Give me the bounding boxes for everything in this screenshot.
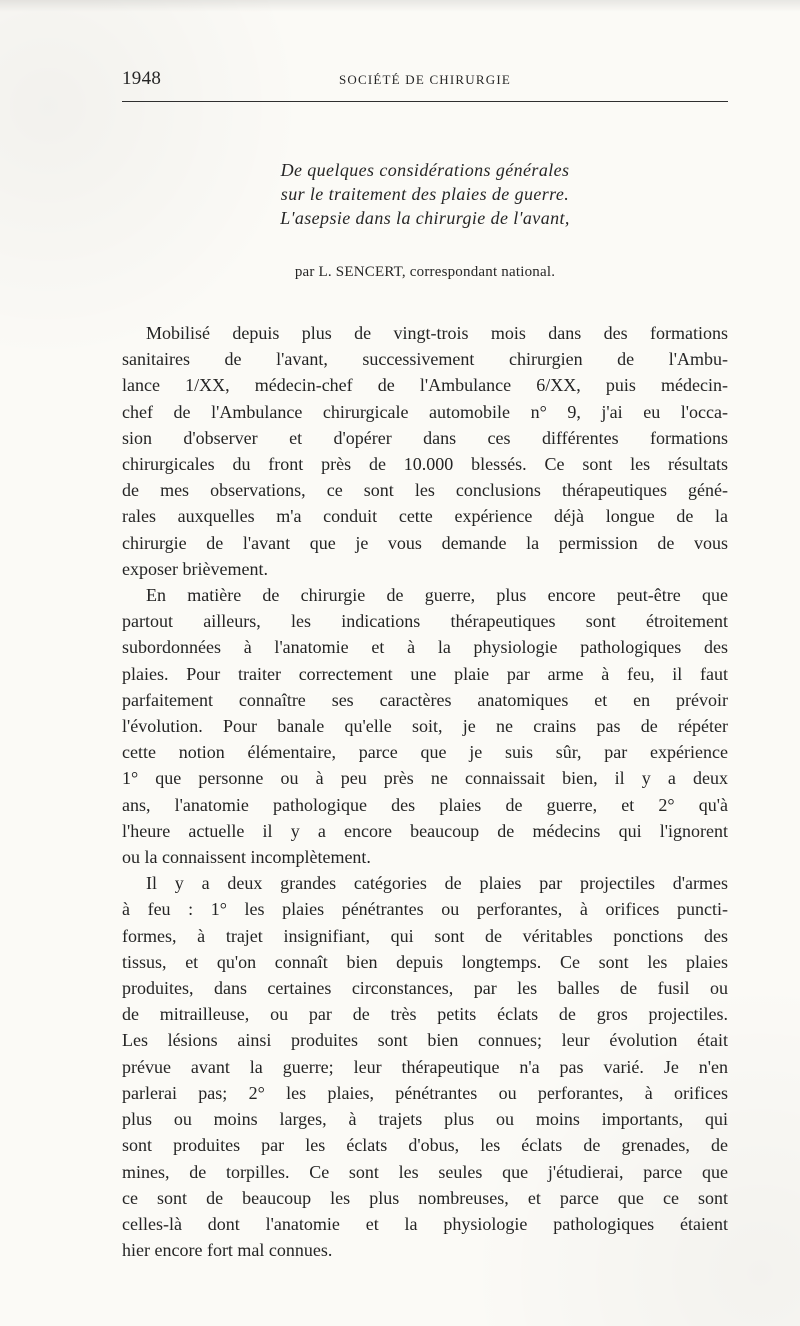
paragraph-1	[122, 320, 728, 582]
text-line: tissus, et qu'on connaît bien depuis longtemps. Ce sont les plaies	[122, 951, 728, 972]
text-line: formes, à trajet insignifiant, qui sont de véritables ponctions des	[122, 925, 728, 946]
text-line: En matière de chirurgie de guerre, plus encore peut-être que	[146, 585, 728, 606]
text-line: mines, de torpilles. Ce sont les seules que j'étudierai, parce que	[122, 1161, 728, 1182]
page-header	[122, 68, 728, 90]
text-line: celles-là dont l'anatomie et la physiologie pathologiques étaient	[122, 1213, 728, 1234]
text-line: sont produites par les éclats d'obus, les éclats de grenades, de	[122, 1135, 728, 1156]
text-line: de mes observations, ce sont les conclusions thérapeutiques géné-	[122, 480, 728, 501]
text-line: exposer brièvement.	[122, 558, 268, 579]
title-line: L'asepsie dans la chirurgie de l'avant,	[280, 208, 570, 228]
paragraph-2	[122, 582, 728, 870]
article-body	[122, 320, 728, 1263]
text-line: Mobilisé depuis plus de vingt-trois mois dans des formations	[146, 323, 728, 343]
text-line: produites, dans certaines circonstances, par les balles de fusil ou	[122, 978, 728, 999]
text-line: ans, l'anatomie pathologique des plaies de guerre, et 2° qu'à	[122, 794, 728, 815]
text-line: Il y a deux grandes catégories de plaies par projectiles d'armes	[146, 873, 728, 894]
text-line: ou la connaissent incomplètement.	[122, 847, 371, 868]
text-line: plaies. Pour traiter correctement une plaie par arme à feu, il faut	[122, 663, 728, 684]
article-title	[122, 158, 728, 230]
text-line: Les lésions ainsi produites sont bien connues; leur évolution était	[122, 1030, 728, 1051]
text-line: parfaitement connaître ses caractères anatomiques et en prévoir	[122, 689, 728, 710]
text-line: hier encore fort mal connues.	[122, 1240, 333, 1261]
text-line: 1° que personne ou à peu près ne connaissait bien, il y a deux	[122, 768, 728, 789]
text-line: chirurgie de l'avant que je vous demande la permission de vous	[122, 532, 728, 553]
text-line: ce sont de beaucoup les plus nombreuses, et parce que ce sont	[122, 1187, 728, 1208]
text-line: cette notion élémentaire, parce que je suis sûr, par expérience	[122, 742, 728, 763]
text-line: l'évolution. Pour banale qu'elle soit, je ne crains pas de répéter	[122, 716, 728, 737]
title-line: De quelques considérations générales	[280, 160, 570, 180]
text-line: partout ailleurs, les indications thérapeutiques sont étroitement	[122, 611, 728, 632]
text-line: chirurgicales du front près de 10.000 blessés. Ce sont les résultats	[122, 454, 728, 475]
text-line: rales auxquelles m'a conduit cette expérience déjà longue de la	[122, 506, 728, 527]
text-line: chef de l'Ambulance chirurgicale automobile n° 9, j'ai eu l'occa-	[122, 401, 728, 422]
text-line: de mitrailleuse, ou par de très petits éclats de gros projectiles.	[122, 1004, 728, 1025]
text-line: lance 1/XX, médecin-chef de l'Ambulance 6/XX, puis médecin-	[122, 375, 728, 396]
text-line: à feu : 1° les plaies pénétrantes ou perforantes, à orifices puncti-	[122, 899, 728, 920]
text-line: sion d'observer et d'opérer dans ces différentes formations	[122, 427, 728, 448]
text-line: l'heure actuelle il y a encore beaucoup de médecins qui l'ignorent	[122, 820, 728, 841]
text-line: sanitaires de l'avant, successivement chirurgien de l'Ambu-	[122, 349, 728, 370]
text-line: plus ou moins larges, à trajets plus ou moins importants, qui	[122, 1109, 728, 1130]
running-head: SOCIÉTÉ DE CHIRURGIE	[338, 72, 512, 87]
text-line: subordonnées à l'anatomie et à la physiologie pathologiques des	[122, 637, 728, 658]
text-line: parlerai pas; 2° les plaies, pénétrantes ou perforantes, à orifices	[122, 1082, 728, 1103]
page-number: 1948	[122, 68, 162, 89]
scan-top-shadow	[0, 0, 800, 12]
title-line: sur le traitement des plaies de guerre.	[280, 184, 570, 204]
paragraph-3	[122, 870, 728, 1263]
header-rule	[122, 101, 728, 102]
text-line: prévue avant la guerre; leur thérapeutique n'a pas varié. Je n'en	[122, 1056, 728, 1077]
author-line: par L. SENCERT, correspondant national.	[294, 264, 556, 280]
